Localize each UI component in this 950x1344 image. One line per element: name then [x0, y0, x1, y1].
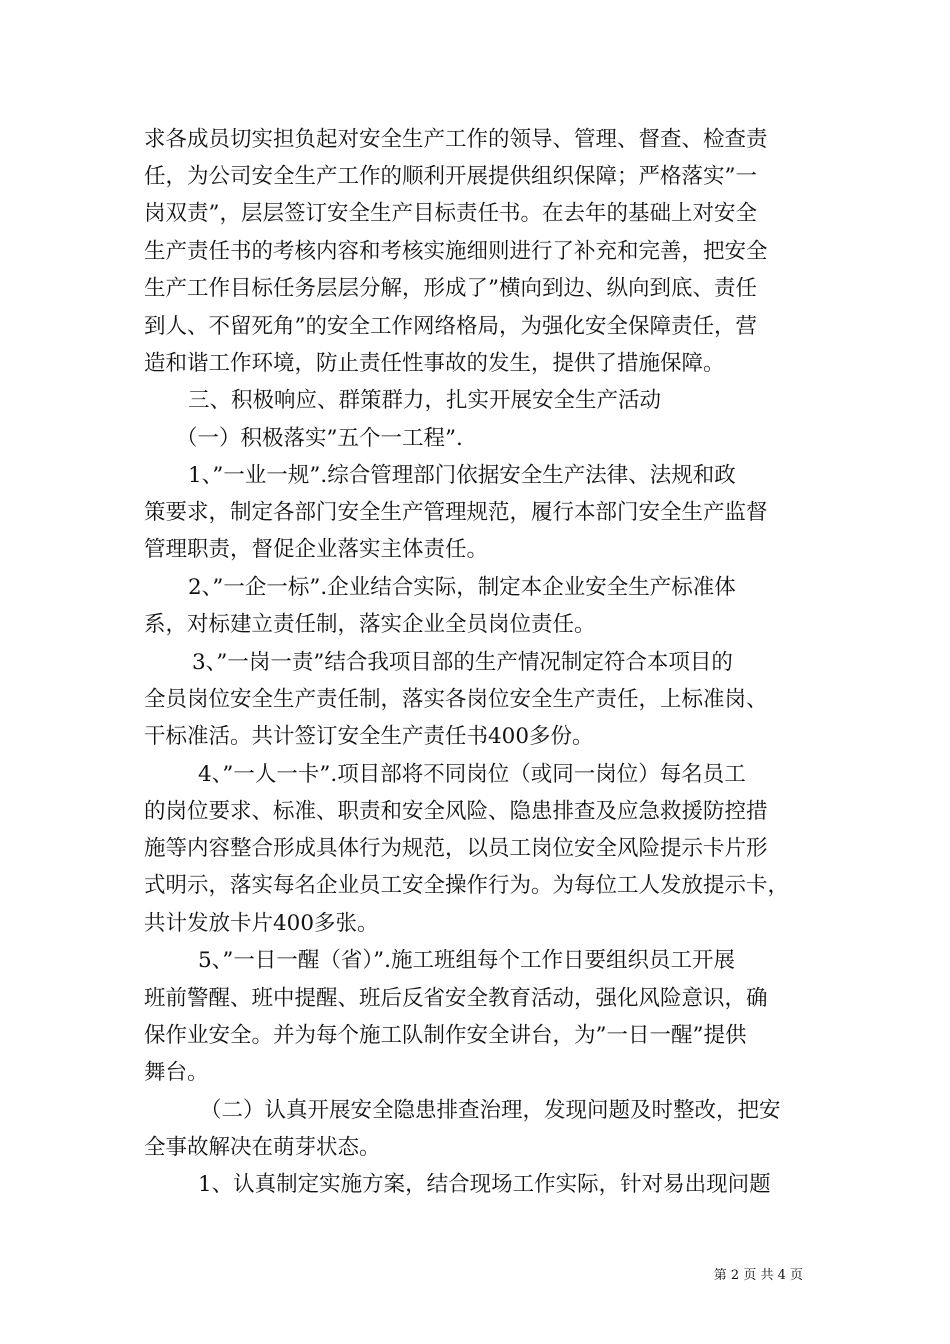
body-line: 全员岗位安全生产责任制，落实各岗位安全生产责任，上标准岗、: [144, 687, 768, 712]
body-line: 任，为公司安全生产工作的顺利开展提供组织保障；严格落实”一: [144, 164, 757, 189]
body-line: 施等内容整合形成具体行为规范，以员工岗位安全风险提示卡片形: [144, 836, 768, 861]
body-line: 生产工作目标任务层层分解，形成了”横向到边、纵向到底、责任: [144, 276, 757, 301]
subsection-heading: （一）积极落实”五个一工程”.: [176, 426, 463, 451]
body-line: 策要求，制定各部门安全生产管理规范，履行本部门安全生产监督: [144, 500, 768, 525]
body-line: 管理职责，督促企业落实主体责任。: [144, 537, 489, 562]
body-line: 到人、不留死角”的安全工作网络格局，为强化安全保障责任，营: [144, 314, 757, 339]
body-line: 求各成员切实担负起对安全生产工作的领导、管理、督查、检查责: [144, 127, 768, 152]
body-line: 生产责任书的考核内容和考核实施细则进行了补充和完善，把安全: [144, 239, 768, 264]
body-line: 干标准活。共计签订安全生产责任书400多份。: [144, 724, 594, 749]
body-line: 全事故解决在萌芽状态。: [144, 1135, 381, 1160]
page-number: 第 2 页 共 4 页: [713, 1268, 803, 1283]
body-line: 系，对标建立责任制，落实企业全员岗位责任。: [144, 612, 596, 637]
body-line: 2、”一企一标”.企业结合实际，制定本企业安全生产标准体: [188, 575, 736, 600]
body-line: 舞台。: [144, 1060, 209, 1085]
body-line: 5、”一日一醒（省）”.施工班组每个工作日要组织员工开展: [198, 948, 735, 973]
body-line: 造和谐工作环境，防止责任性事故的发生，提供了措施保障。: [144, 351, 725, 376]
section-heading: 三、积极响应、群策群力，扎实开展安全生产活动: [188, 388, 662, 413]
body-line: 1、”一业一规”.综合管理部门依据安全生产法律、法规和政: [188, 463, 736, 488]
body-line: 3、”一岗一责”结合我项目部的生产情况制定符合本项目的: [192, 650, 733, 675]
body-line: 4、”一人一卡”.项目部将不同岗位（或同一岗位）每名员工: [198, 762, 746, 787]
body-line: 1、认真制定实施方案，结合现场工作实际，针对易出现问题: [198, 1172, 771, 1197]
body-line: 岗双责”，层层签订安全生产目标责任书。在去年的基础上对安全: [144, 201, 757, 226]
body-line: 班前警醒、班中提醒、班后反省安全教育活动，强化风险意识，确: [144, 986, 768, 1011]
body-line: 共计发放卡片400多张。: [144, 911, 379, 936]
subsection-heading: （二）认真开展安全隐患排查治理，发现问题及时整改，把安: [200, 1098, 781, 1123]
body-line: 保作业安全。并为每个施工队制作安全讲台，为”一日一醒”提供: [144, 1023, 747, 1048]
body-line: 的岗位要求、标准、职责和安全风险、隐患排查及应急救援防控措: [144, 799, 768, 824]
body-line: 式明示，落实每名企业员工安全操作行为。为每位工人发放提示卡，: [144, 873, 790, 898]
